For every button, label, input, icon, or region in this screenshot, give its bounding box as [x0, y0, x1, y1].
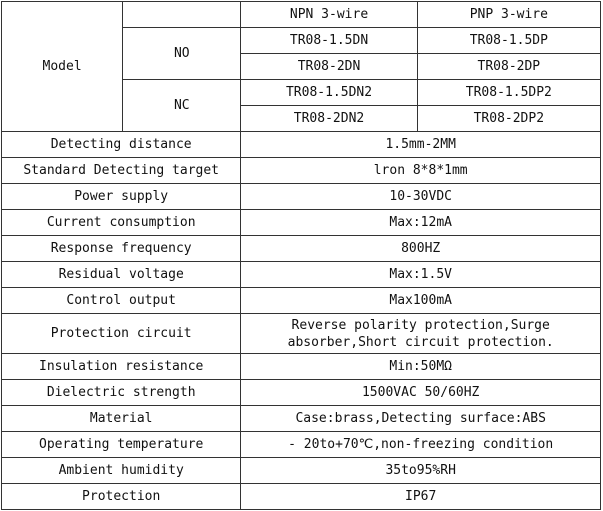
model-header-row — [2, 2, 601, 28]
spec-label: Material — [2, 406, 241, 432]
spec-row — [2, 484, 601, 510]
model-npn-cell: TR08-2DN2 — [241, 106, 417, 132]
spec-row — [2, 210, 601, 236]
model-npn-cell: TR08-1.5DN — [241, 28, 417, 54]
spec-value: Min:50MΩ — [241, 354, 601, 380]
blank-cell — [123, 2, 241, 28]
spec-value: Reverse polarity protection,Surge absorber,Short circuit protection. — [241, 314, 601, 354]
spec-value: Max:1.5V — [241, 262, 601, 288]
model-npn-cell: TR08-2DN — [241, 54, 417, 80]
spec-row — [2, 262, 601, 288]
spec-row — [2, 184, 601, 210]
spec-value: - 20to+70℃,non-freezing condition — [241, 432, 601, 458]
spec-label: Protection — [2, 484, 241, 510]
spec-value: 1.5mm-2MM — [241, 132, 601, 158]
spec-row — [2, 236, 601, 262]
spec-row — [2, 380, 601, 406]
spec-row — [2, 432, 601, 458]
spec-label: Residual voltage — [2, 262, 241, 288]
spec-row — [2, 158, 601, 184]
spec-value: 1500VAC 50/60HZ — [241, 380, 601, 406]
spec-label: Insulation resistance — [2, 354, 241, 380]
model-pnp-cell: TR08-2DP2 — [417, 106, 600, 132]
spec-label: Ambient humidity — [2, 458, 241, 484]
nc-label: NC — [123, 80, 241, 132]
spec-value: lron 8*8*1mm — [241, 158, 601, 184]
pnp-header: PNP 3-wire — [417, 2, 600, 28]
spec-table — [1, 1, 601, 510]
spec-row — [2, 458, 601, 484]
spec-row — [2, 314, 601, 354]
spec-value: 35to95%RH — [241, 458, 601, 484]
spec-label: Standard Detecting target — [2, 158, 241, 184]
spec-value: Max100mA — [241, 288, 601, 314]
spec-label: Control output — [2, 288, 241, 314]
spec-row — [2, 354, 601, 380]
spec-label: Detecting distance — [2, 132, 241, 158]
spec-label: Power supply — [2, 184, 241, 210]
model-label: Model — [2, 2, 123, 132]
model-pnp-cell: TR08-1.5DP2 — [417, 80, 600, 106]
model-npn-cell: TR08-1.5DN2 — [241, 80, 417, 106]
spec-value: Max:12mA — [241, 210, 601, 236]
npn-header: NPN 3-wire — [241, 2, 417, 28]
spec-value: Case:brass,Detecting surface:ABS — [241, 406, 601, 432]
spec-row — [2, 132, 601, 158]
spec-value: 10-30VDC — [241, 184, 601, 210]
spec-row — [2, 288, 601, 314]
spec-label: Operating temperature — [2, 432, 241, 458]
spec-value: 800HZ — [241, 236, 601, 262]
spec-label: Dielectric strength — [2, 380, 241, 406]
spec-label: Response frequency — [2, 236, 241, 262]
model-pnp-cell: TR08-1.5DP — [417, 28, 600, 54]
spec-value: IP67 — [241, 484, 601, 510]
spec-row — [2, 406, 601, 432]
spec-label: Protection circuit — [2, 314, 241, 354]
no-label: NO — [123, 28, 241, 80]
spec-label: Current consumption — [2, 210, 241, 236]
model-pnp-cell: TR08-2DP — [417, 54, 600, 80]
